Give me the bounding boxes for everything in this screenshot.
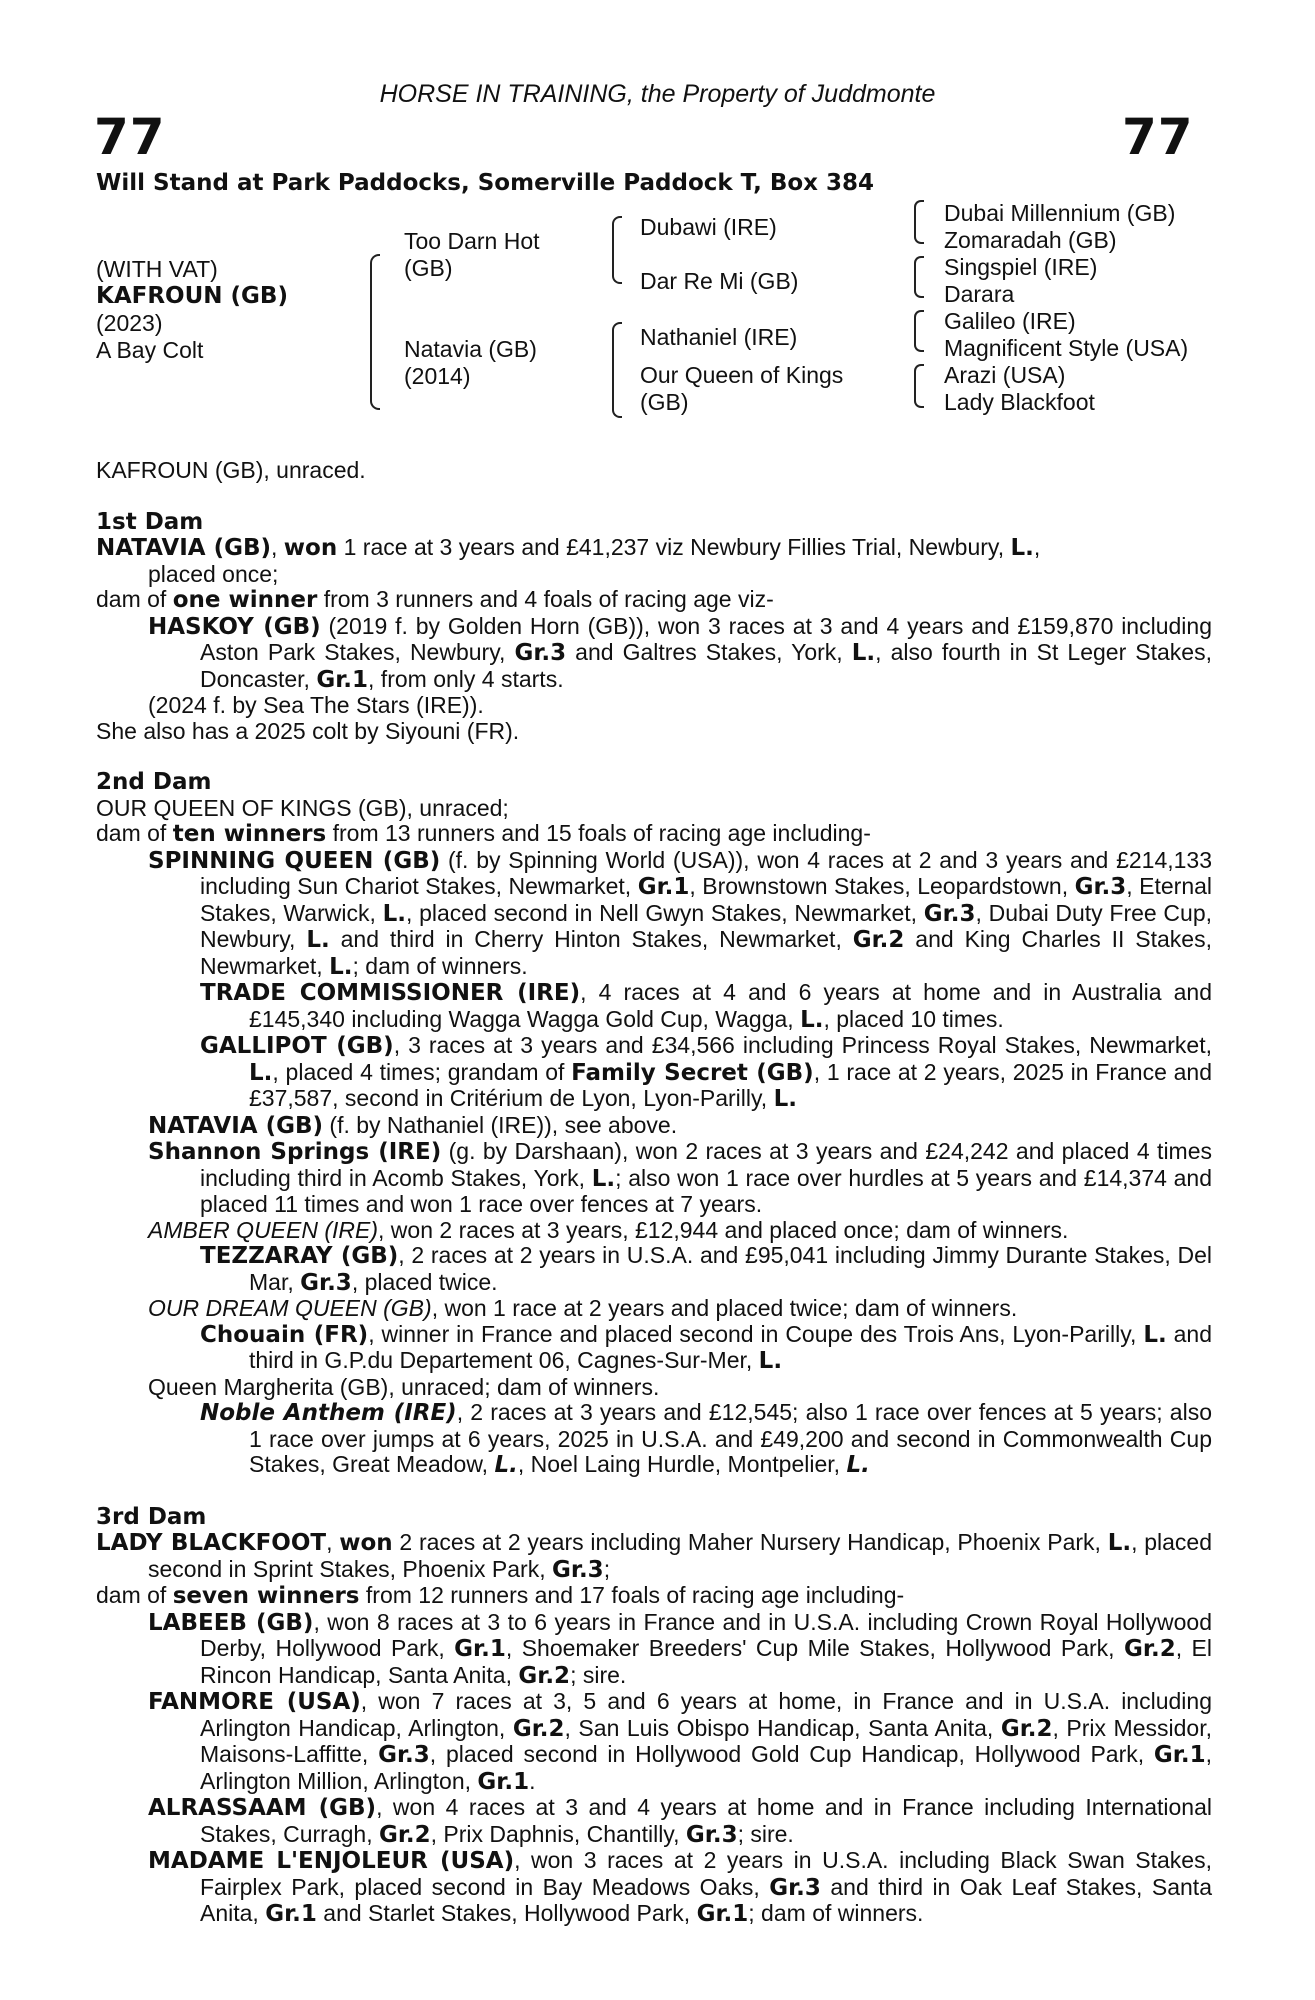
dam-dam-name: Our Queen of Kings [640, 362, 844, 388]
gg-8: Lady Blackfoot [944, 389, 1095, 415]
pedigree-dam [404, 336, 537, 390]
offspring-shannon-springs: Shannon Springs (IRE) (g. by Darshaan), won 2 races at 3 years and £24,242 and placed 4 times including third in Acomb Stakes, York, L.; also won 1 race over hurdles at 5 years and £14,374 and placed 11 times and won 1 race over fences at 7 years. [148, 1138, 1213, 1217]
vat-note: (WITH VAT) [96, 256, 218, 282]
third-dam-record: LADY BLACKFOOT, won 2 races at 2 years including Maher Nursery Handicap, Phoenix Park, L., placed second in Sprint Stakes, Phoenix Park, Gr.3; [96, 1529, 1213, 1583]
gg-3: Singspiel (IRE) [944, 254, 1098, 280]
second-dam-produce: dam of ten winners from 13 runners and 15 foals of racing age including- [96, 820, 871, 847]
offspring-queen-margherita: Queen Margherita (GB), unraced; dam of winners. [148, 1373, 660, 1400]
horse-year: (2023) [96, 310, 163, 336]
second-dam-heading: 2nd Dam [96, 769, 212, 795]
first-dam-produce: dam of one winner from 3 runners and 4 foals of racing age viz- [96, 586, 774, 613]
first-dam-placed: placed once; [148, 560, 279, 587]
offspring-trade-commissioner: TRADE COMMISSIONER (IRE), 4 races at 4 and 6 years at home and in Australia and £145,340 including Wagga Wagga Gold Cup, Wagga, L., placed 10 times. [200, 979, 1212, 1033]
offspring-labeeb: LABEEB (GB), won 8 races at 3 to 6 years in France and in U.S.A. including Crown Royal Hollywood Derby, Hollywood Park, Gr.1, Shoemaker Breeders' Cup Mile Stakes, Hollywood Park, Gr.2, El Rincon Handicap, Santa Anita, Gr.2; sire. [148, 1608, 1213, 1689]
gg-5: Galileo (IRE) [944, 308, 1076, 334]
dam-dam-country: (GB) [640, 389, 689, 415]
pedigree-brace-dam [612, 322, 622, 418]
lot-number-left: 77 [94, 108, 166, 166]
offspring-noble-anthem: Noble Anthem (IRE), 2 races at 3 years and £12,545; also 1 race over fences at 5 years; also 1 race over jumps at 6 years, 2025 in U.S.A. and £49,200 and second in Commonwealth Cup Stakes, Great Meadow, L., Noel Laing Hurdle, Montpelier, L. [200, 1399, 1212, 1478]
offspring-madame-lenjoleur: MADAME L'ENJOLEUR (USA), won 3 races at 2 years in U.S.A. including Black Swan Stakes, Fairplex Park, placed second in Bay Meadows Oaks, Gr.3 and third in Oak Leaf Stakes, Santa Anita, Gr.1 and Starlet Stakes, Hollywood Park, Gr.1; dam of winners. [148, 1847, 1212, 1927]
dam-year: (2014) [404, 363, 471, 389]
offspring-our-dream-queen: OUR DREAM QUEEN (GB), won 1 race at 2 years and placed twice; dam of winners. [148, 1295, 1018, 1321]
second-dam-name: OUR QUEEN OF KINGS (GB), unraced; [96, 794, 509, 821]
pedigree-dam-sire: Nathaniel (IRE) [640, 324, 798, 350]
horse-name: KAFROUN (GB) [96, 283, 288, 309]
pedigree-dam-dam [640, 362, 843, 416]
gg-6: Magnificent Style (USA) [944, 335, 1189, 361]
third-dam-produce: dam of seven winners from 12 runners and 17 foals of racing age including- [96, 1582, 905, 1609]
catalogue-header: HORSE IN TRAINING, the Property of Juddmonte [379, 80, 936, 108]
offspring-tezzaray: TEZZARAY (GB), 2 races at 2 years in U.S.A. and £95,041 including Jimmy Durante Stakes, Del Mar, Gr.3, placed twice. [200, 1242, 1212, 1296]
catalogue-body [96, 458, 1212, 1928]
gg-2: Zomaradah (GB) [944, 227, 1117, 253]
horse-description: A Bay Colt [96, 337, 204, 363]
sire-name: Too Darn Hot [404, 228, 540, 254]
dam-name: Natavia (GB) [404, 336, 537, 362]
sire-country: (GB) [404, 255, 453, 281]
first-dam-heading: 1st Dam [96, 508, 204, 535]
offspring-spinning-queen: SPINNING QUEEN (GB) (f. by Spinning World (USA)), won 4 races at 2 and 3 years and £214,133 including Sun Chariot Stakes, Newmarket, Gr.1, Brownstown Stakes, Leopardstown, Gr.3, Eternal Stakes, Warwick, L., placed second in Nell Gwyn Stakes, Newmarket, Gr.3, Dubai Duty Free Cup, Newbury, L. and third in Cherry Hinton Stakes, Newmarket, Gr.2 and King Charles II Stakes, Newmarket, L.; dam of winners. [148, 846, 1213, 980]
offspring-chouain: Chouain (FR), winner in France and placed second in Coupe des Trois Ans, Lyon-Parilly, L. and third in G.P.du Departement 06, Cagnes-Sur-Mer, L. [200, 1320, 1213, 1374]
foal-2025: She also has a 2025 colt by Siyouni (FR). [96, 717, 520, 744]
offspring-natavia: NATAVIA (GB) (f. by Nathaniel (IRE)), see above. [148, 1111, 678, 1139]
pedigree-great-grandparents [944, 200, 1188, 416]
offspring-amber-queen: AMBER QUEEN (IRE), won 2 races at 3 years, £12,944 and placed once; dam of winners. [148, 1216, 1069, 1243]
pedigree-brace-gg4 [914, 364, 924, 408]
pedigree-sire [404, 228, 540, 282]
gg-7: Arazi (USA) [944, 362, 1066, 388]
stand-location: Will Stand at Park Paddocks, Somerville Paddock T, Box 384 [96, 170, 875, 196]
horse-info [96, 256, 288, 364]
offspring-alrassaam: ALRASSAAM (GB), won 4 races at 3 and 4 years at home and in France including International Stakes, Curragh, Gr.2, Prix Daphnis, Chantilly, Gr.3; sire. [148, 1794, 1212, 1848]
gg-4: Darara [944, 281, 1015, 307]
pedigree-brace-sire [612, 216, 622, 284]
gg-1: Dubai Millennium (GB) [944, 200, 1176, 226]
intro-line: KAFROUN (GB), unraced. [96, 457, 366, 483]
first-dam-record: NATAVIA (GB), won 1 race at 3 years and £41,237 viz Newbury Fillies Trial, Newbury, L., [96, 534, 1041, 561]
pedigree-brace-gg3 [914, 310, 924, 352]
pedigree-brace-gg1 [914, 200, 924, 244]
foal-2024: (2024 f. by Sea The Stars (IRE)). [148, 692, 484, 718]
third-dam-heading: 3rd Dam [96, 1503, 207, 1530]
pedigree-sire-sire: Dubawi (IRE) [640, 214, 777, 240]
offspring-haskoy: HASKOY (GB) (2019 f. by Golden Horn (GB)), won 3 races at 3 and 4 years and £159,870 including Aston Park Stakes, Newbury, Gr.3 and Galtres Stakes, York, L., also fourth in St Leger Stakes, Doncaster, Gr.1, from only 4 starts. [148, 612, 1212, 693]
offspring-gallipot: GALLIPOT (GB), 3 races at 3 years and £34,566 including Princess Royal Stakes, Newmarket, L., placed 4 times; grandam of Family Secret (GB), 1 race at 2 years, 2025 in France and £37,587, second in Critérium de Lyon, Lyon-Parilly, L. [200, 1032, 1213, 1112]
pedigree-brace-main [370, 254, 380, 410]
offspring-fanmore: FANMORE (USA), won 7 races at 3, 5 and 6 years at home, in France and in U.S.A. including Arlington Handicap, Arlington, Gr.2, San Luis Obispo Handicap, Santa Anita, Gr.2, Prix Messidor, Maisons-Laffitte, Gr.3, placed second in Hollywood Gold Cup Handicap, Hollywood Park, Gr.1, Arlington Million, Arlington, Gr.1. [148, 1688, 1212, 1795]
pedigree-brace-gg2 [914, 256, 924, 298]
pedigree-sire-dam: Dar Re Mi (GB) [640, 268, 799, 294]
lot-number-right: 77 [1122, 108, 1194, 166]
